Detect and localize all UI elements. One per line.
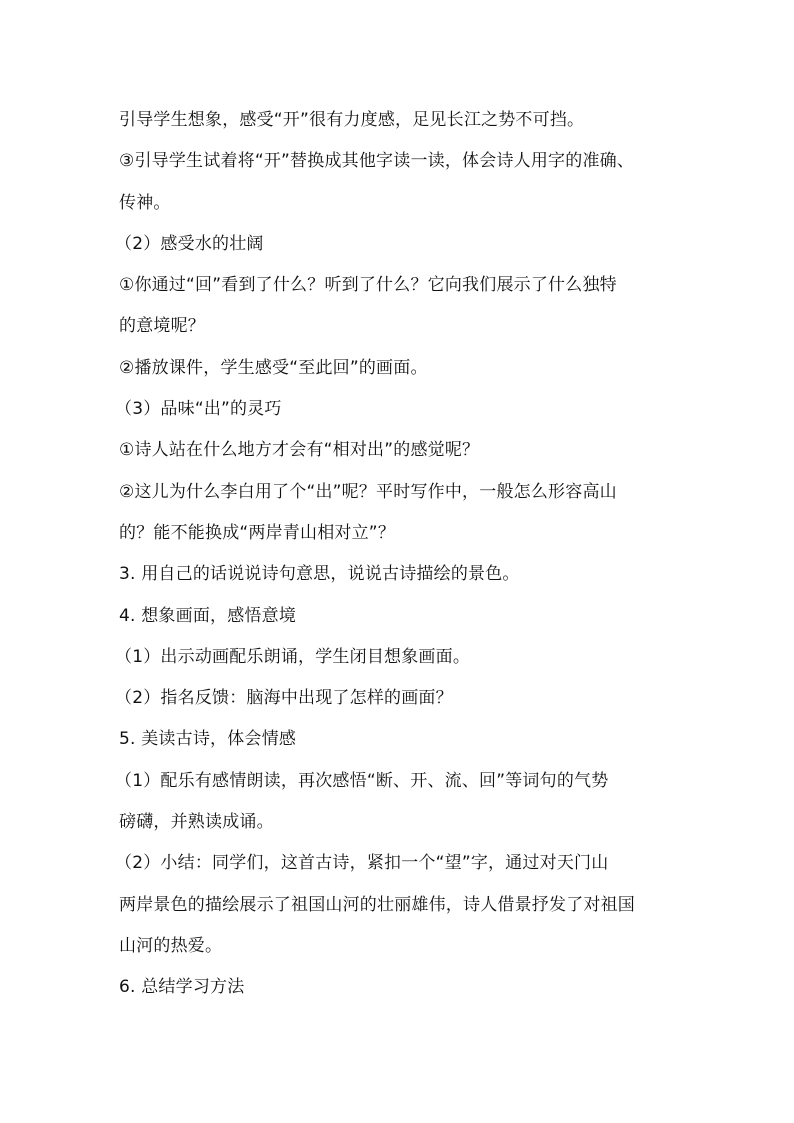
text-line: （2）指名反馈：脑海中出现了怎样的画面？ bbox=[115, 688, 453, 709]
section-heading: 5. 美读古诗，体会情感 bbox=[119, 729, 297, 750]
text-line: 的意境呢？ bbox=[119, 316, 205, 337]
subheading: （2）感受水的壮阔 bbox=[115, 233, 264, 254]
text-line: ①你通过“回”看到了什么？听到了什么？它向我们展示了什么独特 bbox=[119, 275, 617, 296]
text-line: （2）小结：同学们，这首古诗，紧扣一个“望”字，通过对天门山 bbox=[115, 853, 609, 874]
section-heading: 6. 总结学习方法 bbox=[119, 977, 245, 998]
text-line: 磅礴，并熟读成诵。 bbox=[119, 812, 274, 833]
text-line: ①诗人站在什么地方才会有“相对出”的感觉呢？ bbox=[119, 440, 480, 461]
text-line: ②这儿为什么李白用了个“出”呢？平时写作中，一般怎么形容高山 bbox=[119, 481, 617, 502]
section-heading: 3. 用自己的话说说诗句意思，说说古诗描绘的景色。 bbox=[119, 564, 520, 585]
text-line: ②播放课件，学生感受“至此回”的画面。 bbox=[119, 357, 428, 378]
text-line: 山河的热爱。 bbox=[119, 935, 223, 956]
subheading: （3）品味“出”的灵巧 bbox=[115, 399, 282, 420]
text-line: ③引导学生试着将“开”替换成其他字读一读，体会诗人用字的准确、 bbox=[119, 151, 635, 172]
section-heading: 4. 想象画面，感悟意境 bbox=[119, 605, 297, 626]
text-line: 的？能不能换成“两岸青山相对立”？ bbox=[119, 522, 396, 543]
text-line: （1）出示动画配乐朗诵，学生闭目想象画面。 bbox=[115, 646, 471, 667]
text-line: 传神。 bbox=[119, 192, 171, 213]
text-line: 引导学生想象，感受“开”很有力度感，足见长江之势不可挡。 bbox=[119, 110, 585, 130]
text-line: 两岸景色的描绘展示了祖国山河的壮丽雄伟，诗人借景抒发了对祖国 bbox=[119, 894, 635, 915]
text-line: （1）配乐有感情朗读，再次感悟“断、开、流、回”等词句的气势 bbox=[115, 770, 609, 791]
